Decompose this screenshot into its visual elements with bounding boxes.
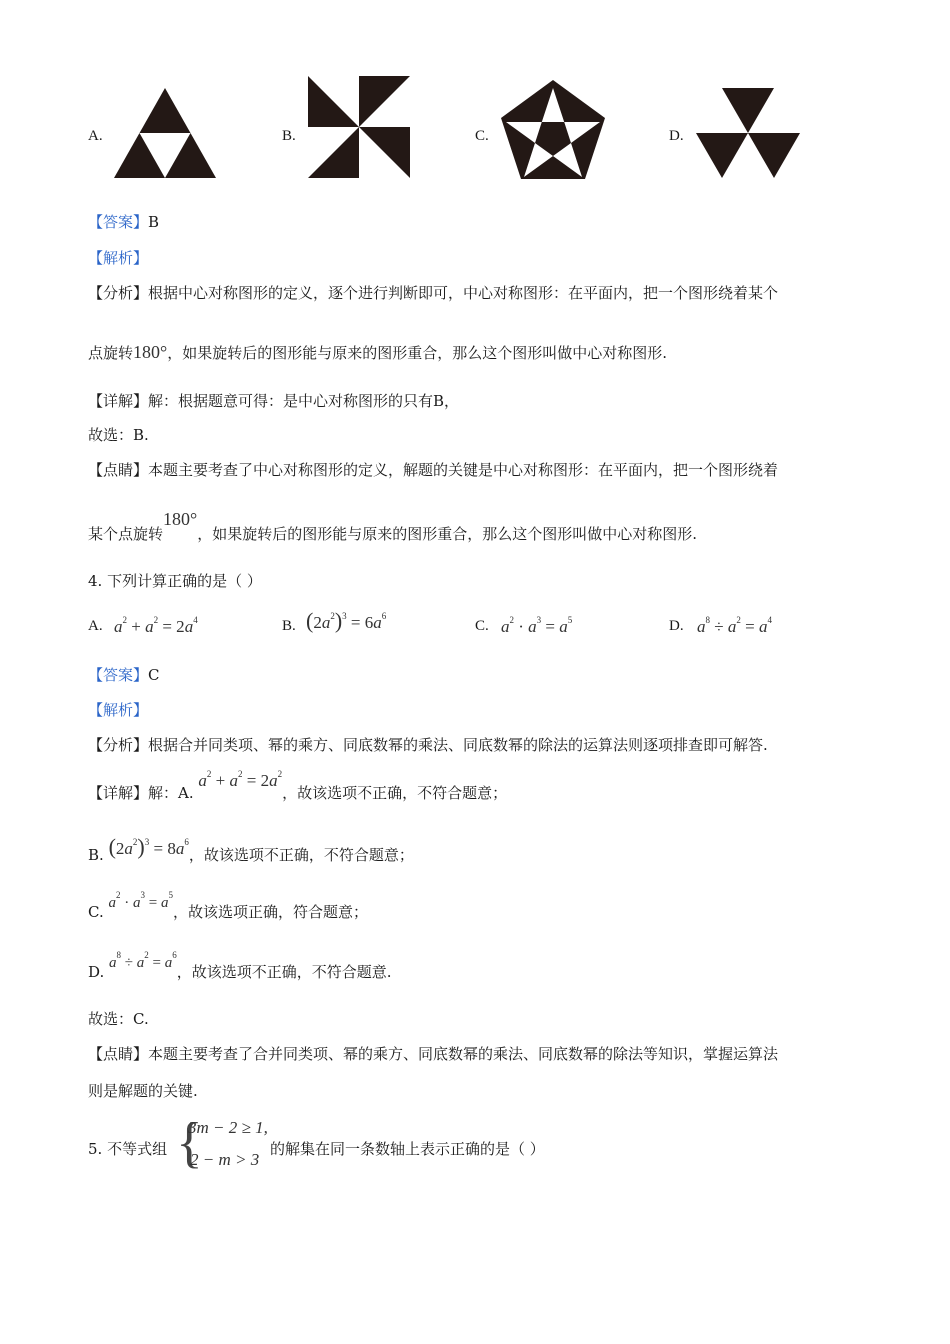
q4-dianjing-line2: 则是解题的关键. xyxy=(88,1082,198,1100)
option-b-figure xyxy=(308,76,410,178)
dianjing-line1: 本题主要考查了合并同类项、幂的乘方、同底数幂的乘法、同底数幂的除法等知识，掌握运算法 xyxy=(148,1045,779,1063)
option-b-label: B. xyxy=(282,128,296,144)
fenxi-line1: 根据中心对称图形的定义，逐个进行判断即可，中心对称图形：在平面内，把一个图形绕着某个 xyxy=(148,284,779,302)
option-a-label: A. xyxy=(88,128,103,144)
detail-d-formula: $a^8 \div a^2 = a^6$ xyxy=(109,950,177,971)
q4-detail-a xyxy=(88,769,508,803)
detail-text: 解：根据题意可得：是中心对称图形的只有B， xyxy=(148,392,460,410)
q4-option-d-formula: $a^8 \div a^2 = a^4$ xyxy=(697,615,772,636)
q4-option-b-label: B. xyxy=(282,618,296,634)
q4-option-d-label: D. xyxy=(669,618,684,634)
detail-c-formula: $a^2 \cdot a^3 = a^5$ xyxy=(108,890,173,911)
answer-tag: 【答案】 xyxy=(88,666,149,684)
q3-detail xyxy=(88,390,459,411)
option-a-figure xyxy=(114,88,216,178)
detail-tag: 【详解】 xyxy=(88,784,149,802)
detail-a-formula: $a^2 + a^2 = 2a^2$ xyxy=(198,769,283,790)
detail-d-label: D. xyxy=(88,963,105,981)
q3-dianjing-line2 xyxy=(88,509,697,544)
q4-detail-b xyxy=(88,834,414,866)
q4-option-a-formula: $a^2 + a^2 = 2a^4$ xyxy=(114,615,198,636)
q4-analysis-tag: 【解析】 xyxy=(88,701,149,719)
q5-inequality-1: 3m − 2 ≥ 1, xyxy=(188,1118,268,1137)
q4-answer xyxy=(88,664,160,685)
detail-b-formula: $(2a^2)^3 = 8a^6$ xyxy=(108,834,189,859)
q3-dianjing xyxy=(88,459,778,480)
q4-choose: 故选：C. xyxy=(88,1010,149,1028)
q4-option-a-label: A. xyxy=(88,618,103,634)
q4-dianjing xyxy=(88,1043,778,1064)
detail-d-post: ，故该选项不正确，不符合题意. xyxy=(176,963,392,981)
option-c-figure xyxy=(501,80,605,180)
dianjing-degree: 180° xyxy=(163,509,198,529)
detail-a-pre: 解：A. xyxy=(148,784,194,802)
q5-inequality-2: 2 − m > 3 xyxy=(190,1150,260,1169)
option-d-figure xyxy=(696,88,800,180)
fenxi-tag: 【分析】 xyxy=(88,736,149,754)
q3-analysis-tag: 【解析】 xyxy=(88,249,149,267)
q5-brace: { xyxy=(176,1112,203,1174)
fenxi-text: 根据合并同类项、幂的乘方、同底数幂的乘法、同底数幂的除法的运算法则逐项排查即可解答. xyxy=(148,736,768,754)
q3-choose: 故选：B. xyxy=(88,426,149,444)
detail-a-post: ，故该选项不正确，不符合题意； xyxy=(282,784,508,802)
option-c-label: C. xyxy=(475,128,489,144)
fenxi-line2-pre: 点旋转 xyxy=(88,344,134,362)
answer-tag: 【答案】 xyxy=(88,213,149,231)
fenxi-tag: 【分析】 xyxy=(88,284,149,302)
detail-tag: 【详解】 xyxy=(88,392,149,410)
option-d-label: D. xyxy=(669,128,684,144)
q4-option-c-label: C. xyxy=(475,618,489,634)
q3-answer xyxy=(88,211,159,232)
q4-stem: 4. 下列计算正确的是（ ） xyxy=(88,572,262,590)
detail-c-post: ，故该选项正确，符合题意； xyxy=(172,903,368,921)
q5-stem-pre: 5. 不等式组 xyxy=(88,1140,168,1158)
q4-option-b-formula: $(2a^2)^3 = 6a^6$ xyxy=(306,608,387,633)
q4-option-c-formula: $a^2 \cdot a^3 = a^5$ xyxy=(501,615,573,636)
detail-b-label: B. xyxy=(88,846,104,864)
answer-value: C xyxy=(148,666,160,684)
fenxi-line2-post: ，如果旋转后的图形能与原来的图形重合，那么这个图形叫做中心对称图形. xyxy=(167,344,667,362)
answer-value: B xyxy=(148,213,160,231)
dianjing-tag: 【点睛】 xyxy=(88,1045,149,1063)
dianjing-line2-post: ，如果旋转后的图形能与原来的图形重合，那么这个图形叫做中心对称图形. xyxy=(197,525,697,543)
q3-fenxi-line2 xyxy=(88,342,667,363)
dianjing-tag: 【点睛】 xyxy=(88,461,149,479)
detail-c-label: C. xyxy=(88,903,104,921)
dianjing-line2-pre: 某个点旋转 xyxy=(88,525,164,543)
q5-stem-post: 的解集在同一条数轴上表示正确的是（ ） xyxy=(270,1140,545,1158)
detail-b-post: ，故该选项不正确，不符合题意； xyxy=(188,846,414,864)
fenxi-degree: 180° xyxy=(133,342,168,362)
q4-detail-d xyxy=(88,950,392,982)
q3-fenxi xyxy=(88,282,778,303)
q4-fenxi xyxy=(88,734,768,755)
dianjing-line1: 本题主要考查了中心对称图形的定义，解题的关键是中心对称图形：在平面内，把一个图形绕着 xyxy=(148,461,779,479)
q4-detail-c xyxy=(88,890,368,922)
